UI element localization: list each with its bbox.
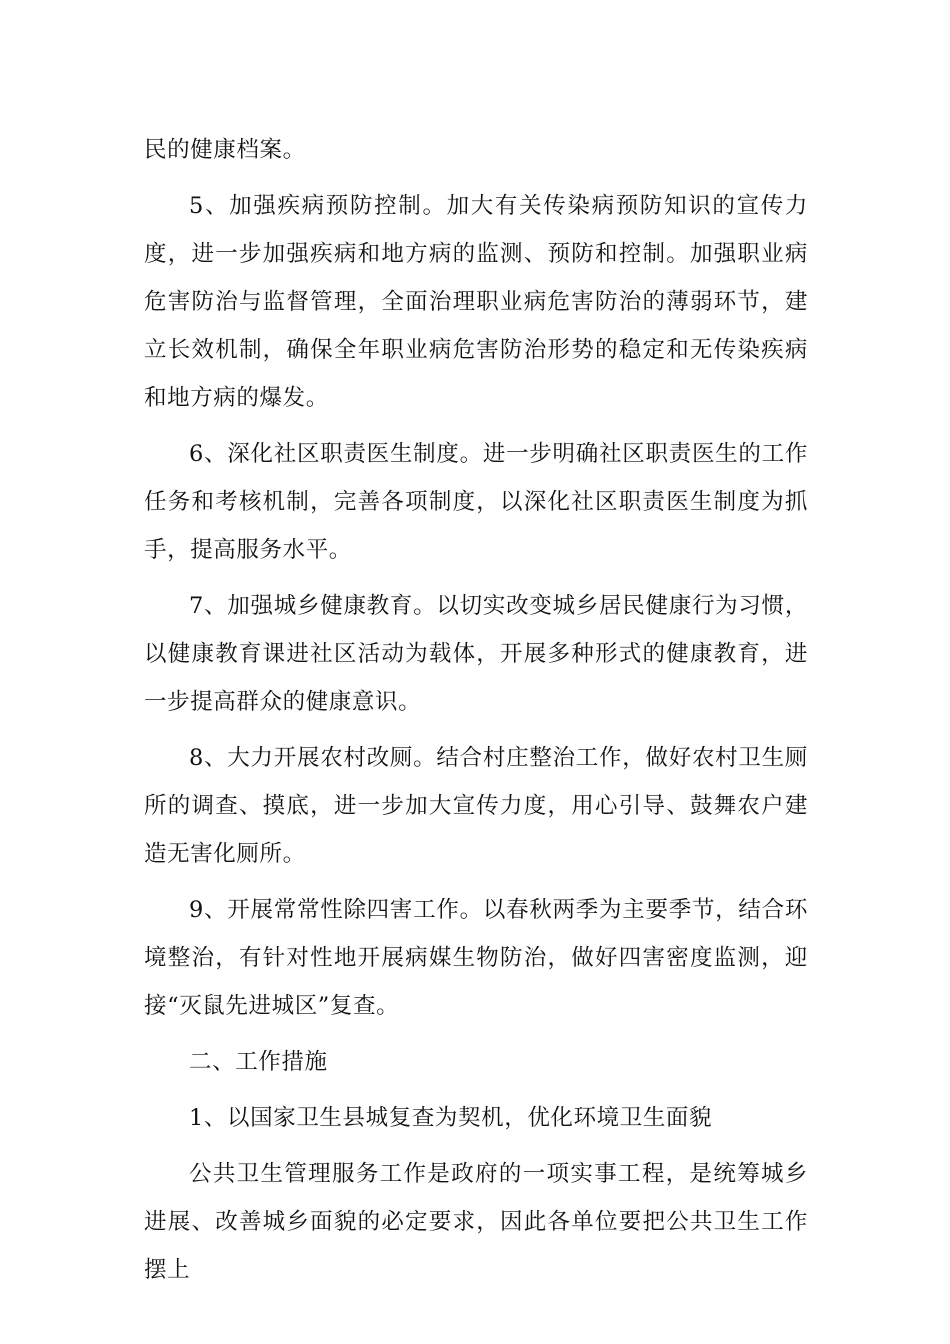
paragraph-item-8: 8、大力开展农村改厕。结合村庄整治工作，做好农村卫生厕所的调查、摸底，进一步加大宣传力度，用心引导、鼓舞农户建造无害化厕所。 xyxy=(144,745,808,867)
paragraph-measure-1-body: 公共卫生管理服务工作是政府的一项实事工程，是统筹城乡进展、改善城乡面貌的必定要求，因此各单位要把公共卫生工作摆上 xyxy=(144,1161,808,1283)
paragraph-item-9: 9、开展常常性除四害工作。以春秋两季为主要季节，结合环境整治，有针对性地开展病媒生物防治，做好四害密度监测，迎接“灭鼠先进城区”复查。 xyxy=(144,897,808,1019)
paragraph-item-5: 5、加强疾病预防控制。加大有关传染病预防知识的宣传力度，进一步加强疾病和地方病的监测、预防和控制。加强职业病危害防治与监督管理，全面治理职业病危害防治的薄弱环节，建立长效机制，确保全年职业病危害防治形势的稳定和无传染疾病和地方病的爆发。 xyxy=(144,193,808,411)
document-body xyxy=(144,126,808,1294)
paragraph-continuation: 民的健康档案。 xyxy=(144,137,306,163)
paragraph-item-6: 6、深化社区职责医生制度。进一步明确社区职责医生的工作任务和考核机制，完善各项制度，以深化社区职责医生制度为抓手，提高服务水平。 xyxy=(144,441,808,563)
paragraph-item-7: 7、加强城乡健康教育。以切实改变城乡居民健康行为习惯，以健康教育课进社区活动为载体，开展多种形式的健康教育，进一步提高群众的健康意识。 xyxy=(144,593,808,715)
subheading-measure-1: 1、以国家卫生县城复查为契机，优化环境卫生面貌 xyxy=(189,1105,713,1131)
section-heading-measures: 二、工作措施 xyxy=(189,1049,328,1075)
